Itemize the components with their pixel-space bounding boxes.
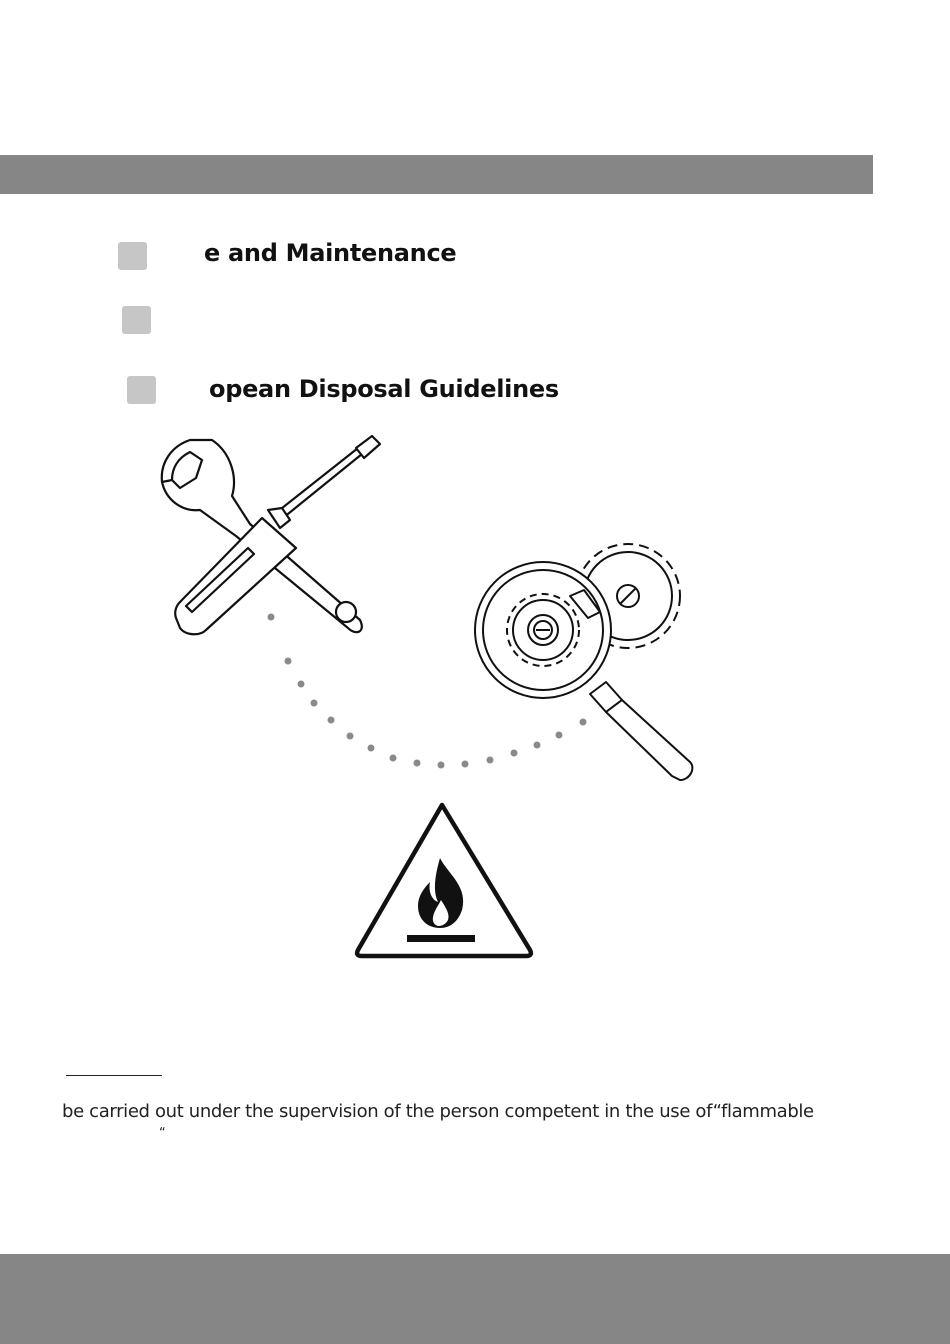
quote-mark: “ [159, 1126, 166, 1141]
body-text-line: be carried out under the supervision of the person competent in the use of“flammable [62, 1101, 814, 1122]
wrench-screwdriver-icon [162, 436, 380, 634]
footer-band [0, 1254, 950, 1344]
footnote-rule [66, 1075, 162, 1076]
flammable-warning-icon [357, 805, 531, 956]
section-heading-disposal: opean Disposal Guidelines [209, 375, 559, 403]
magnifier-gears-icon [475, 544, 692, 780]
section-heading-care-maintenance: e and Maintenance [204, 239, 457, 267]
